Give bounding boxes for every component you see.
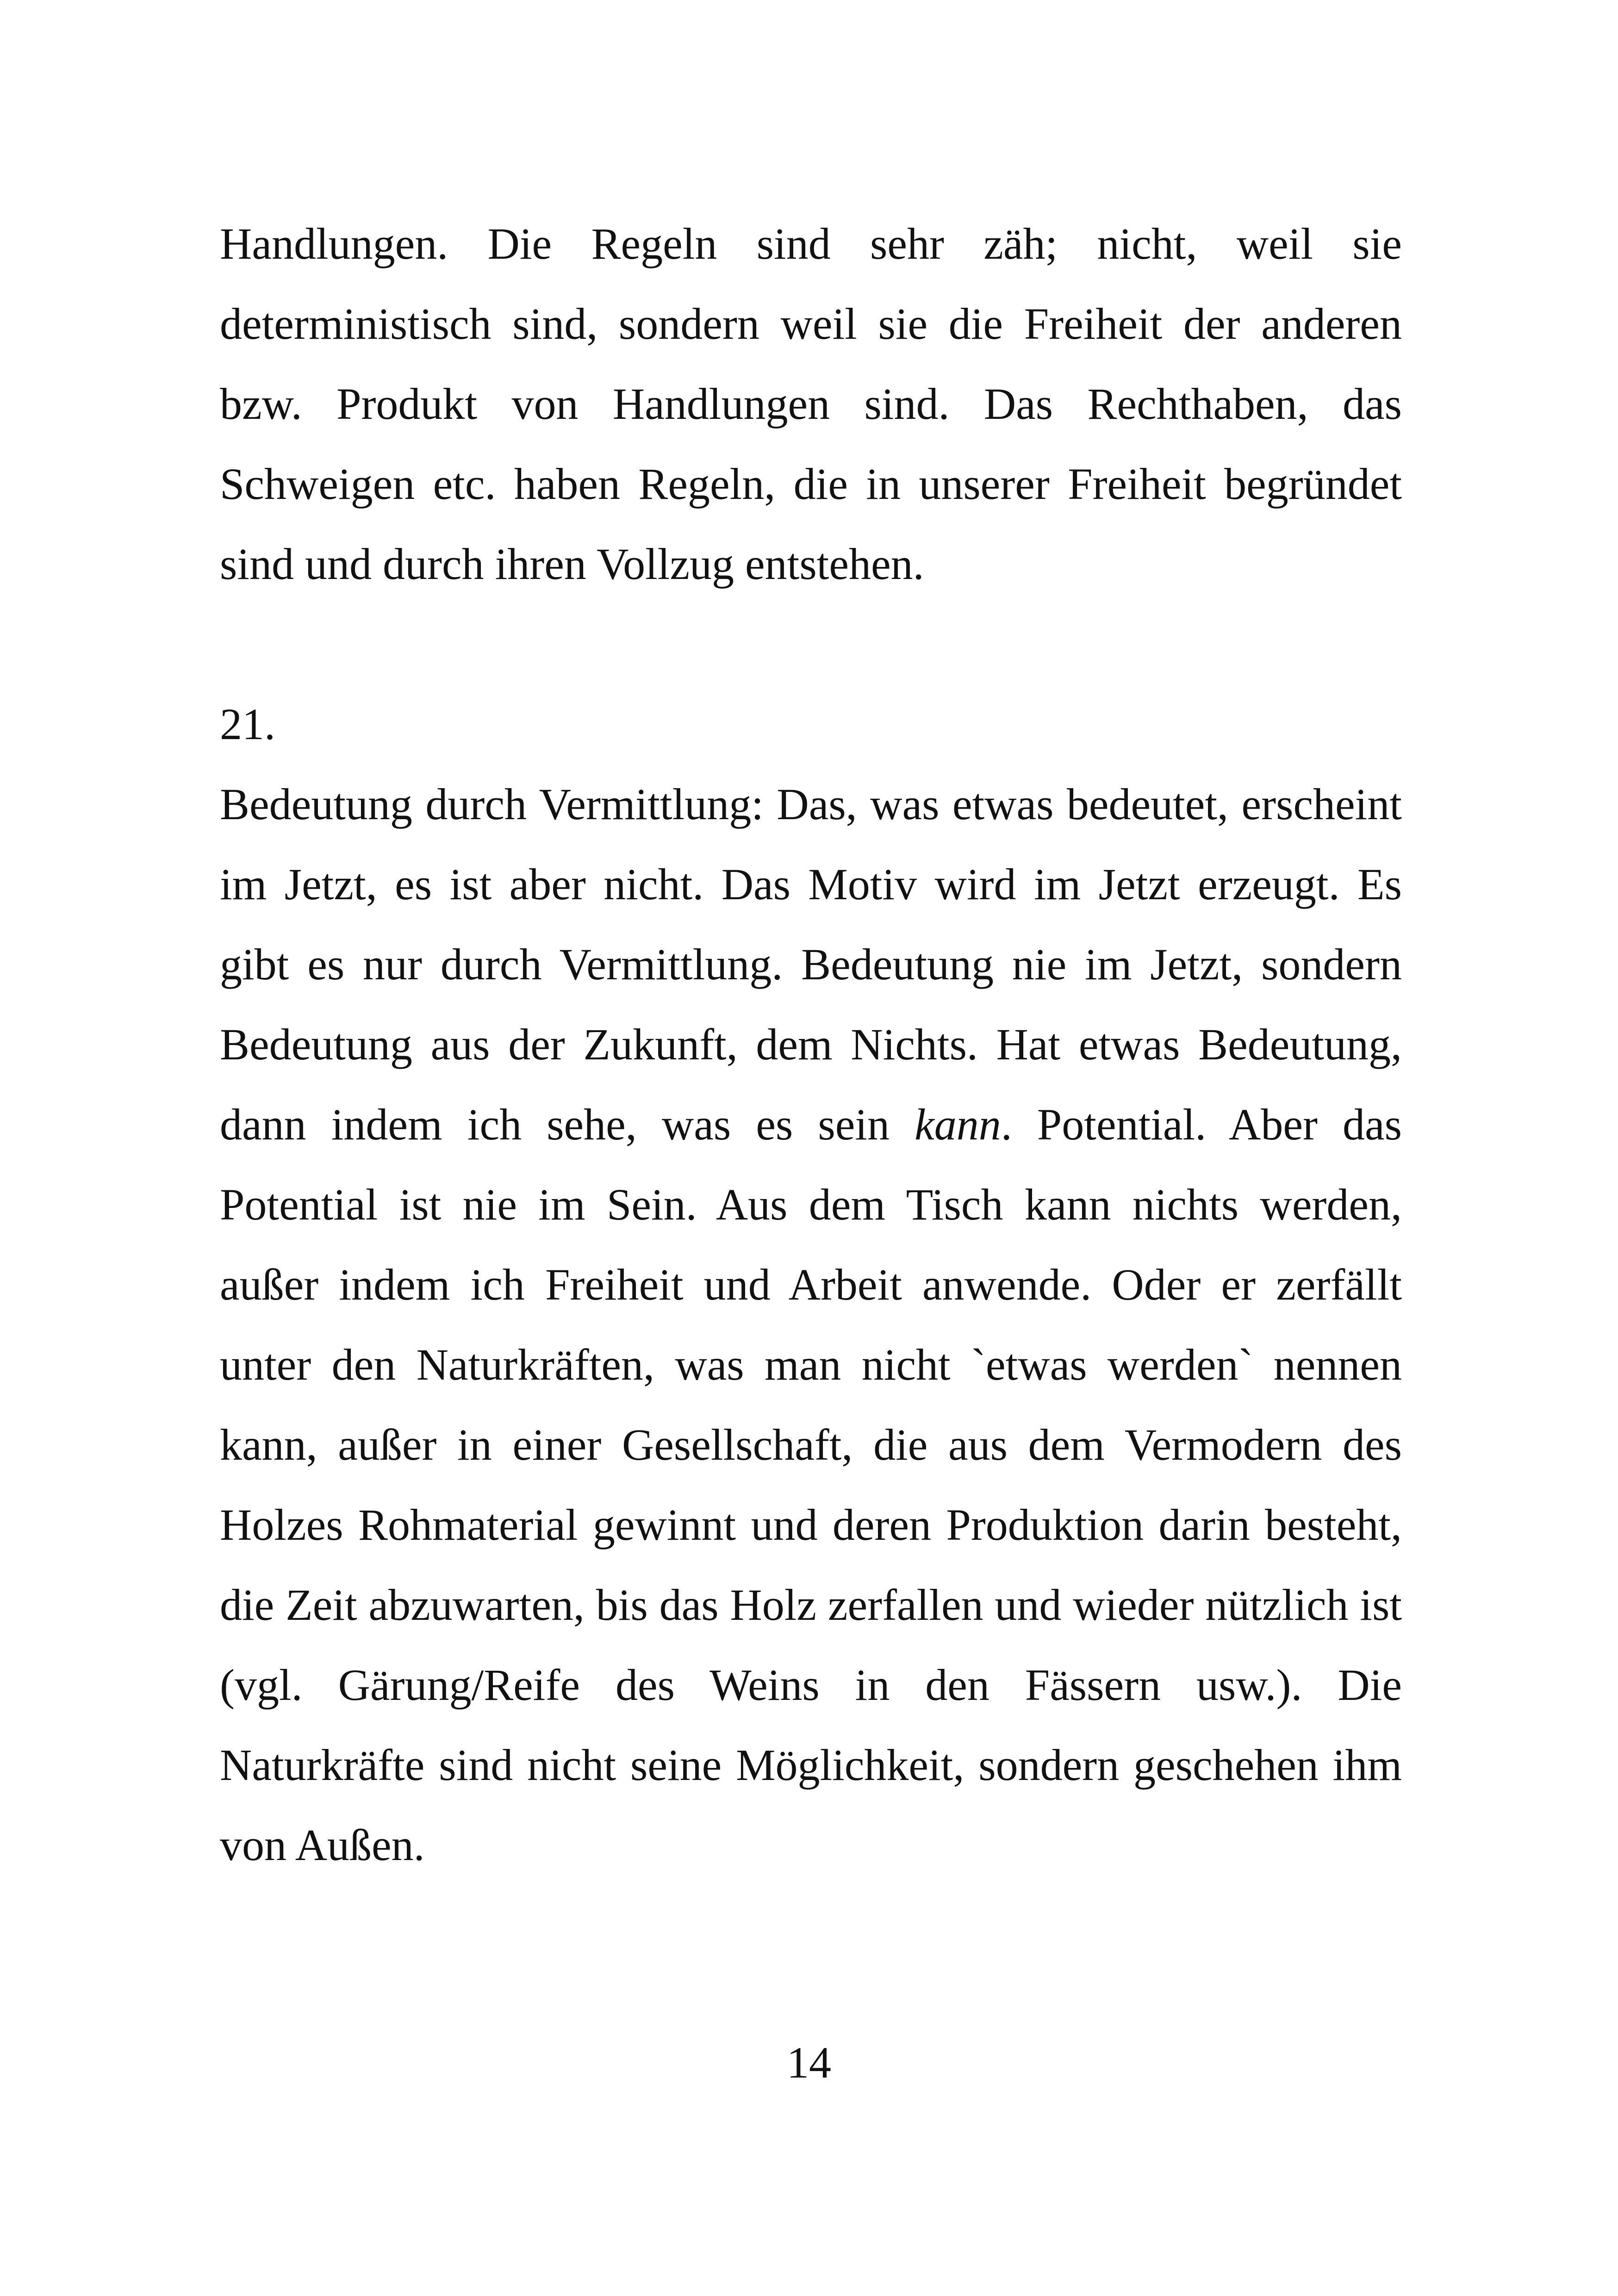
paragraph-2	[220, 764, 1402, 1885]
paragraph-1: Handlungen. Die Regeln sind sehr zäh; nicht, weil sie deterministisch sind, sondern weil sie die Freiheit der anderen bzw. Produkt von Handlungen sind. Das Rechthaben, das Schweigen etc. haben Regeln, die in unserer Freiheit begründet sind und durch ihren Vollzug entstehen.	[220, 219, 1402, 589]
section-number: 21.	[220, 699, 275, 749]
page-number: 14	[787, 2038, 831, 2087]
paragraph-2-text-before-emphasis: Bedeutung durch Vermittlung: Das, was etwas bedeutet, erscheint im Jetzt, es ist aber nicht. Das Motiv wird im Jetzt erzeugt. Es gibt es nur durch Vermittlung. Bedeutung nie im Jetzt, sondern Bedeutung aus der Zukunft, dem Nichts. Hat etwas Bedeutung, dann indem ich sehe, was es sein	[220, 779, 1402, 1149]
emphasized-word: kann	[915, 1100, 1001, 1149]
body-text	[220, 204, 1402, 1885]
paragraph-2-text-after-emphasis: . Potential. Aber das Potential ist nie im Sein. Aus dem Tisch kann nichts werden, außer indem ich Freiheit und Arbeit anwende. Oder er zerfällt unter den Naturkräften, was man nicht `etwas werden` nennen kann, außer in einer Gesellschaft, die aus dem Vermodern des Holzes Rohmaterial gewinnt und deren Produktion darin besteht, die Zeit abzuwarten, bis das Holz zerfallen und wieder nützlich ist (vgl. Gärung/Reife des Weins in den Fässern usw.). Die Naturkräfte sind nicht seine Möglichkeit, sondern geschehen ihm von Außen.	[220, 1100, 1402, 1870]
